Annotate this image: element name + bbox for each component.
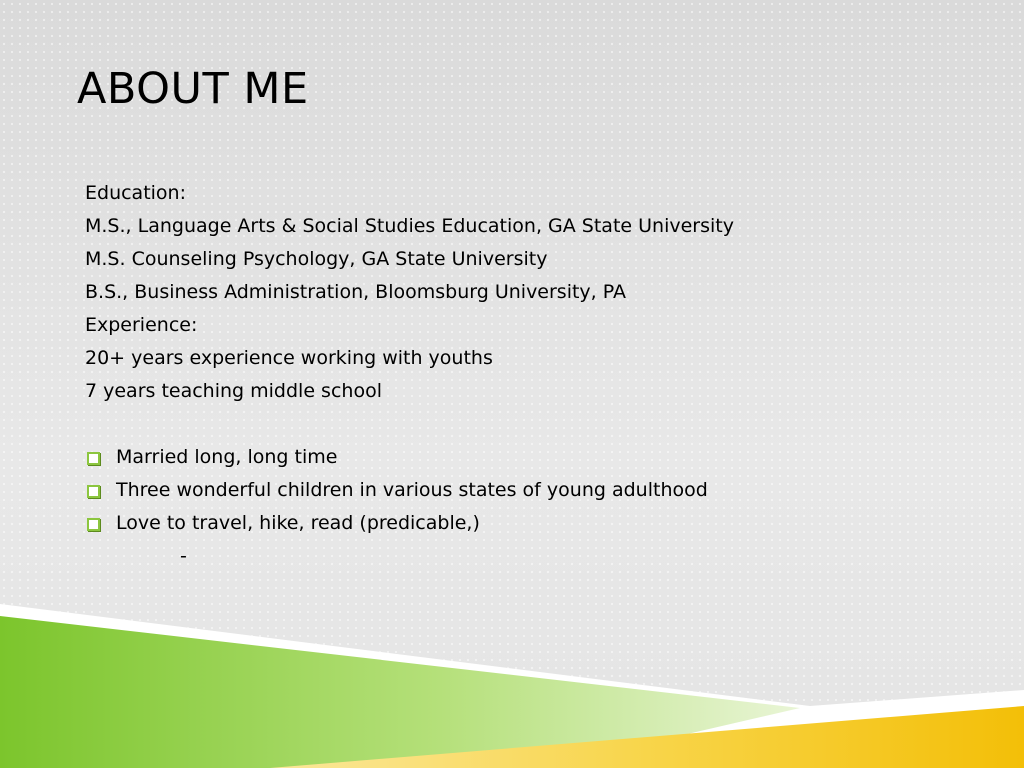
bullet-text: Three wonderful children in various states of young adulthood xyxy=(116,479,708,501)
experience-line-2: 7 years teaching middle school xyxy=(85,380,382,402)
trailing-dash: - xyxy=(180,545,187,567)
bullet-item xyxy=(85,474,985,507)
experience-line-1: 20+ years experience working with youths xyxy=(85,347,493,369)
white-divider xyxy=(520,696,1024,768)
yellow-band xyxy=(270,706,1024,768)
bullet-item xyxy=(85,507,985,540)
slide-title: ABOUT ME xyxy=(77,64,309,114)
education-line-1: M.S., Language Arts & Social Studies Education, GA State University xyxy=(85,215,734,237)
education-heading: Education: xyxy=(85,182,186,204)
white-stripe xyxy=(0,604,1024,768)
green-band xyxy=(0,616,800,768)
square-bullet-icon xyxy=(87,452,100,465)
slide-body xyxy=(85,177,985,573)
square-bullet-icon xyxy=(87,485,100,498)
blank-line xyxy=(85,408,985,441)
education-line-2: M.S. Counseling Psychology, GA State University xyxy=(85,248,548,270)
bullet-text: Love to travel, hike, read (predicable,) xyxy=(116,512,480,534)
square-bullet-icon xyxy=(87,518,100,531)
education-line-3: B.S., Business Administration, Bloomsburg University, PA xyxy=(85,281,626,303)
experience-heading: Experience: xyxy=(85,314,198,336)
bullet-item xyxy=(85,441,985,474)
bullet-text: Married long, long time xyxy=(116,446,338,468)
